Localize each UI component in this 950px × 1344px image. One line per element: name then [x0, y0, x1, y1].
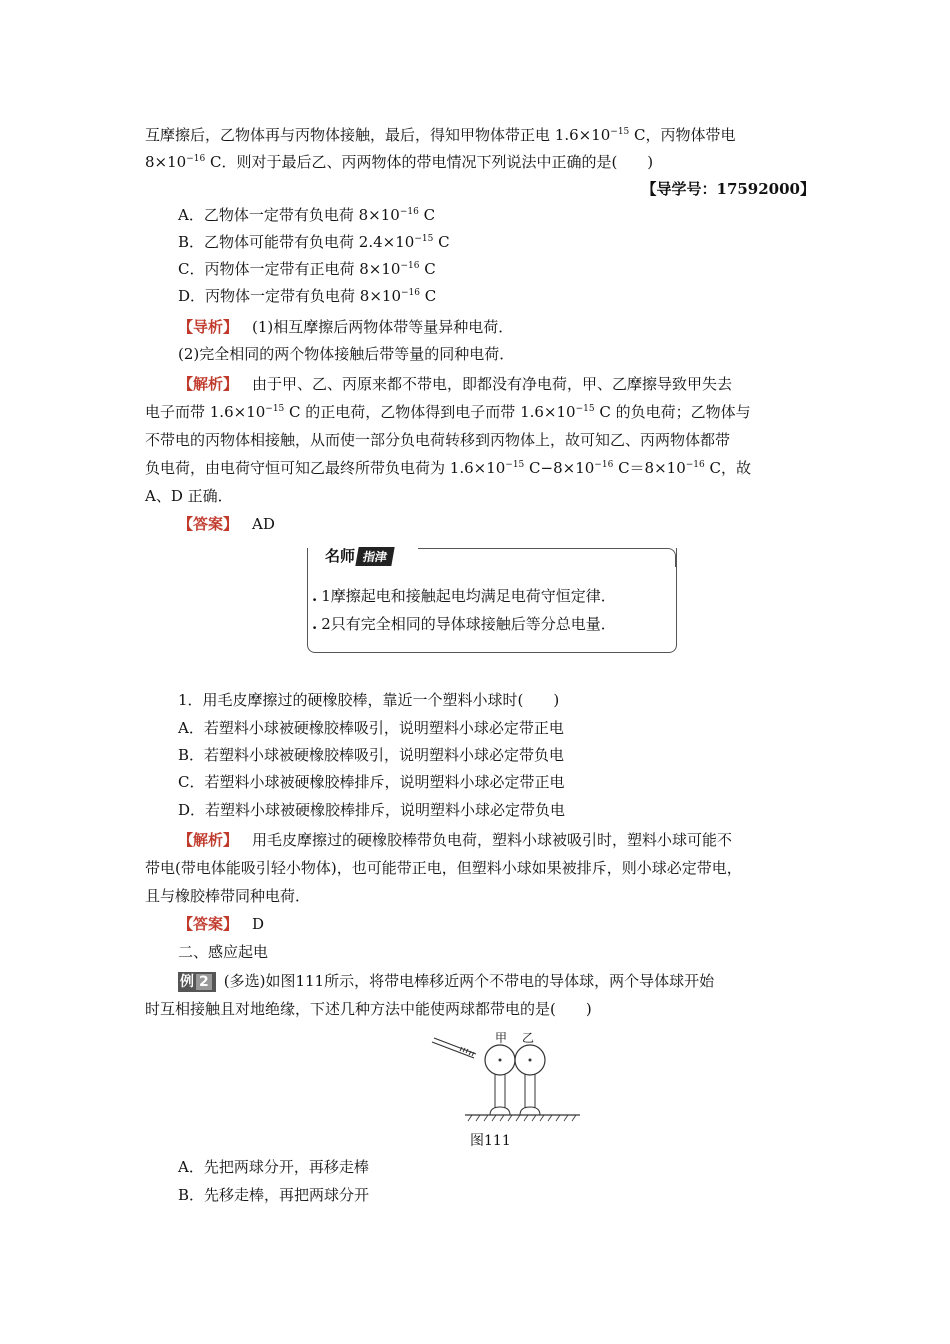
section-heading: 二、感应起电 [178, 943, 269, 961]
solution1-line-3: 不带电的丙物体相接触，从而使一部分负电荷转移到丙物体上，故可知乙、丙两物体都带 [145, 431, 731, 449]
question2-option-d: D．若塑料小球被硬橡胶棒排斥，说明塑料小球必定带负电 [178, 801, 566, 819]
figure-111 [430, 1030, 590, 1125]
tip-box-top-border [418, 548, 676, 567]
tip-item-2: . 2只有完全相同的导体球接触后等分总电量． [312, 615, 616, 633]
option-a: A．乙物体一定带有负电荷 $8\times 10^{-16}$ C [178, 206, 436, 224]
guide-number: 【导学号：17592000】 [641, 180, 815, 198]
question2-stem: 1．用毛皮摩擦过的硬橡胶棒，靠近一个塑料小球时( ) [178, 691, 560, 709]
solution2-line-2: 带电(带电体能吸引轻小物体)，也可能带正电，但塑料小球如果被排斥，则小球必定带电， [145, 859, 742, 877]
guide-analysis-1: 【导析】 (1)相互摩擦后两物体带等量异种电荷． [178, 318, 514, 336]
option-c: C．丙物体一定带有正电荷 $8\times 10^{-16}$ C [178, 260, 436, 278]
option-d: D．丙物体一定带有负电荷 $8\times 10^{-16}$ C [178, 287, 437, 305]
question2-option-b: B．若塑料小球被硬橡胶棒吸引，说明塑料小球必定带负电 [178, 746, 565, 764]
tip-box-badge: 指津 [355, 547, 394, 566]
example2-line-1: 例 2 (多选)如图111所示，将带电棒移近两个不带电的导体球，两个导体球开始 [180, 972, 715, 990]
charged-rod [432, 1038, 476, 1058]
guide-analysis-2: (2)完全相同的两个物体接触后带等量的同种电荷． [178, 345, 515, 363]
example2-line-2: 时互相接触且对地绝缘，下述几种方法中能使两球都带电的是( ) [145, 1000, 592, 1018]
question2-option-c: C．若塑料小球被硬橡胶棒排斥，说明塑料小球必定带正电 [178, 773, 565, 791]
figure-label-b: 乙 [522, 1031, 535, 1045]
solution2-line-3: 且与橡胶棒带同种电荷． [145, 887, 311, 905]
solution1-line-1: 【解析】 由于甲、乙、丙原来都不带电，即都没有净电荷，甲、乙摩擦导致甲失去 [178, 375, 733, 393]
solution1-line-2: 电子而带 $1.6\times 10^{-15}$ C 的正电荷，乙物体得到电子而带 $1.6\times 10^{-15}$ C 的负电荷；乙物体与 [145, 403, 751, 421]
intro-line-2: $8\times 10^{-16}$ C．则对于最后乙、丙两物体的带电情况下列说法中正确的是( ) [145, 153, 654, 171]
solution2-line-1: 【解析】 用毛皮摩擦过的硬橡胶棒带负电荷，塑料小球被吸引时，塑料小球可能不 [178, 831, 733, 849]
example2-option-b: B．先移走棒，再把两球分开 [178, 1186, 370, 1204]
solution1-line-4: 负电荷，由电荷守恒可知乙最终所带负电荷为 $1.6\times 10^{-15}$ $C-8\times 10^{-16}$ $C=8\times 10^{-16}$ C，故 [145, 459, 751, 477]
example2-option-a: A．先把两球分开，再移走棒 [178, 1158, 369, 1176]
solution1-line-5: A、D 正确． [145, 487, 233, 505]
figure-caption: 图111 [470, 1133, 511, 1149]
question2-option-a: A．若塑料小球被硬橡胶棒吸引，说明塑料小球必定带正电 [178, 719, 564, 737]
example-badge: 例 2 [178, 972, 216, 992]
tip-box-title: 名师 指津 [325, 545, 393, 566]
answer1: 【答案】 AD [178, 515, 275, 533]
answer2: 【答案】 D [178, 915, 265, 933]
intro-line-1: 互摩擦后，乙物体再与丙物体接触，最后，得知甲物体带正电 $1.6\times 10^{-15}$ C，丙物体带电 [145, 126, 736, 144]
tip-item-1: . 1摩擦起电和接触起电均满足电荷守恒定律． [312, 587, 616, 605]
figure-label-a: 甲 [495, 1031, 508, 1045]
option-b: B．乙物体可能带有负电荷 $2.4\times 10^{-15}$ C [178, 233, 450, 251]
